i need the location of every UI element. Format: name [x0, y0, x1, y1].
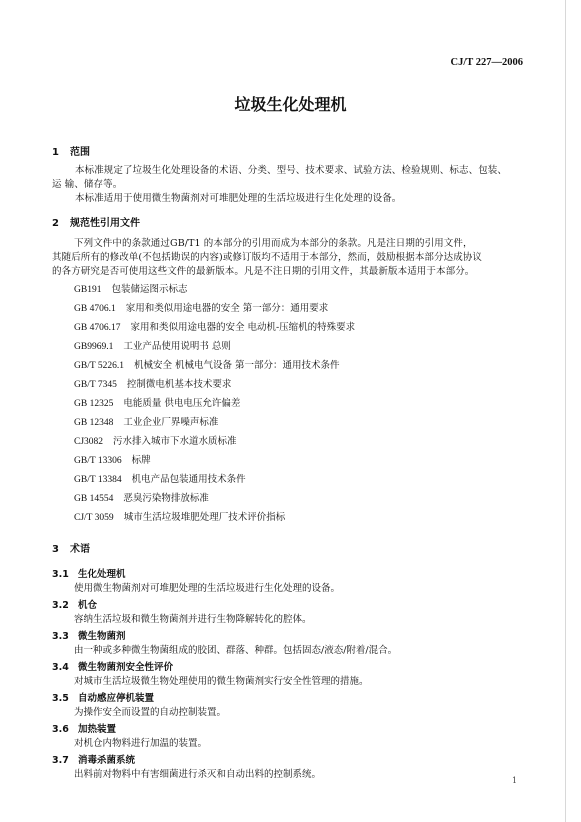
reference-item	[74, 509, 285, 523]
term-number: 3.7	[52, 755, 69, 766]
reference-item	[74, 471, 246, 485]
reference-title: 家用和类似用途电器的安全 第一部分：通用要求	[125, 303, 329, 314]
term-definition: 使用微生物菌剂对可堆肥处理的生活垃圾进行生化处理的设备。	[74, 583, 341, 594]
reference-title: 机电产品包装通用技术条件	[131, 474, 246, 485]
page-edge-rule	[565, 0, 566, 822]
reference-code: GB 4706.17	[74, 323, 121, 333]
reference-code: CJ/T 3059	[74, 513, 114, 523]
reference-item	[74, 395, 240, 409]
term-name: 加热装置	[78, 724, 117, 735]
reference-code: GB/T 13384	[74, 475, 122, 485]
section-number: 3	[52, 544, 59, 555]
reference-item	[74, 357, 340, 371]
reference-title: 机械安全 机械电气设备 第一部分：通用技术条件	[133, 360, 340, 371]
term-number: 3.4	[52, 662, 69, 673]
reference-title: 家用和类似用途电器的安全 电动机-压缩机的特殊要求	[130, 322, 356, 333]
term-definition: 为操作安全而设置的自动控制装置。	[74, 707, 227, 718]
term-number: 3.1	[52, 569, 69, 580]
document-title: 垃圾生化处理机	[234, 95, 347, 114]
reference-item	[74, 281, 187, 295]
term-number: 3.6	[52, 724, 69, 735]
term-definition: 容纳生活垃圾和微生物菌剂并进行生物降解转化的腔体。	[74, 614, 312, 625]
term-heading	[52, 659, 173, 673]
section-2-line-2: 其随后所有的修改单(不包括勘误的内容)或修订版均不适用于本部分，然而，鼓励根据本部分达成协议	[52, 252, 483, 263]
reference-title: 电能质量 供电电压允许偏差	[123, 398, 241, 409]
term-number: 3.3	[52, 631, 69, 642]
term-name: 机仓	[78, 600, 98, 611]
reference-code: GB/T 13306	[74, 456, 122, 466]
term-definition: 由一种或多种微生物菌组成的胶团、群落、种群。包括固态/液态/附着/混合。	[74, 645, 398, 656]
term-name: 生化处理机	[78, 569, 126, 580]
reference-item	[74, 452, 151, 466]
reference-title: 污水排入城市下水道水质标准	[113, 436, 237, 447]
section-title: 规范性引用文件	[70, 218, 140, 229]
reference-item	[74, 490, 209, 504]
reference-item	[74, 376, 231, 390]
section-number: 2	[52, 218, 59, 229]
section-2-line-3: 的各方研究是否可使用这些文件的最新版本。凡是不注日期的引用文件，其最新版本适用于本部分。	[52, 266, 475, 277]
reference-title: 包装储运图示标志	[111, 284, 188, 295]
term-definition: 对机仓内物料进行加温的装置。	[74, 738, 208, 749]
section-3-heading	[52, 540, 90, 555]
section-2-heading	[52, 214, 140, 229]
term-heading	[52, 597, 97, 611]
reference-item	[74, 300, 328, 314]
term-heading	[52, 752, 135, 766]
term-heading	[52, 628, 126, 642]
section-number: 1	[52, 147, 59, 158]
page-number: 1	[512, 776, 518, 785]
term-definition: 对城市生活垃圾微生物处理使用的微生物菌剂实行安全性管理的措施。	[74, 676, 369, 687]
reference-title: 恶臭污染物排放标准	[123, 493, 209, 504]
section-1-line-1: 本标准规定了垃圾生化处理设备的术语、分类、型号、技术要求、试验方法、检验规则、标志、包装、	[75, 165, 508, 176]
section-1-heading	[52, 143, 90, 158]
reference-code: GB/T 5226.1	[74, 361, 124, 371]
section-1-line-3: 本标准适用于使用微生物菌剂对可堆肥处理的生活垃圾进行生化处理的设备。	[75, 193, 402, 204]
term-heading	[52, 566, 126, 580]
reference-title: 工业产品使用说明书 总则	[123, 341, 231, 352]
reference-item	[74, 319, 355, 333]
reference-code: GB 4706.1	[74, 304, 116, 314]
section-2-line-1: 下列文件中的条款通过GB/T1 的本部分的引用而成为本部分的条款。凡是注日期的引用文件，	[74, 238, 473, 249]
term-name: 微生物菌剂	[78, 631, 126, 642]
term-name: 微生物菌剂安全性评价	[78, 662, 174, 673]
reference-code: GB191	[74, 285, 102, 295]
term-name: 自动感应停机装置	[78, 693, 155, 704]
section-title: 范围	[70, 147, 90, 158]
reference-code: GB 12325	[74, 399, 114, 409]
section-1-line-2: 运 输、储存等。	[52, 179, 123, 190]
reference-title: 控制微电机基本技术要求	[126, 379, 232, 390]
reference-item	[74, 414, 218, 428]
reference-item	[74, 338, 231, 352]
reference-code: GB/T 7345	[74, 380, 117, 390]
reference-code: GB9969.1	[74, 342, 114, 352]
term-number: 3.5	[52, 693, 69, 704]
reference-title: 标牌	[131, 455, 151, 466]
reference-code: CJ3082	[74, 437, 104, 447]
standard-code: CJ/T 227—2006	[450, 57, 523, 68]
reference-code: GB 14554	[74, 494, 114, 504]
term-heading	[52, 690, 154, 704]
reference-code: GB 12348	[74, 418, 114, 428]
term-number: 3.2	[52, 600, 69, 611]
reference-title: 工业企业厂界噪声标准	[123, 417, 219, 428]
reference-title: 城市生活垃圾堆肥处理厂技术评价指标	[123, 512, 286, 523]
term-name: 消毒杀菌系统	[78, 755, 136, 766]
term-heading	[52, 721, 116, 735]
term-definition: 出料前对物料中有害细菌进行杀灭和自动出料的控制系统。	[74, 769, 322, 780]
reference-item	[74, 433, 237, 447]
section-title: 术语	[70, 544, 90, 555]
